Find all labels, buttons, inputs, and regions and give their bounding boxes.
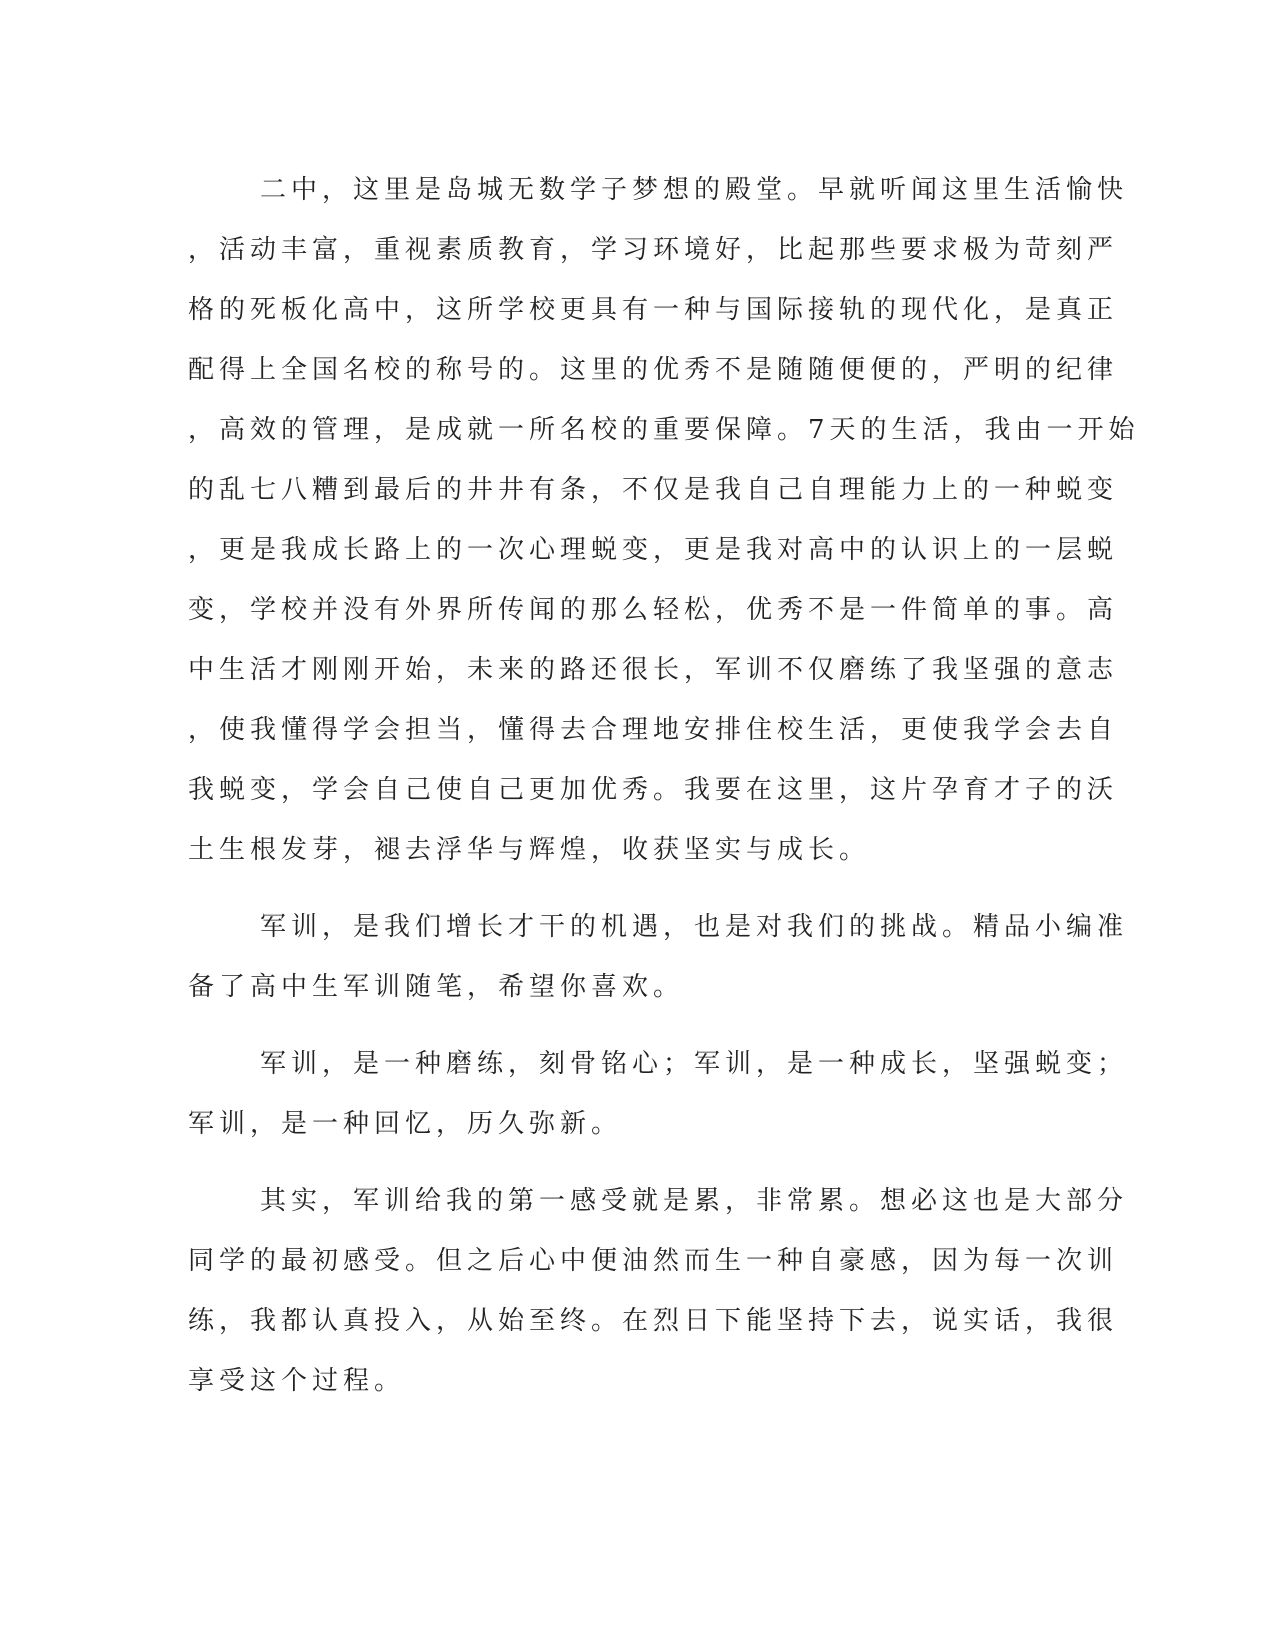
- paragraph-line: 军训，是一种磨练，刻骨铭心；军训，是一种成长，坚强蜕变；: [260, 1049, 1129, 1079]
- paragraph-3: [188, 1034, 1129, 1154]
- paragraph-line: 练，我都认真投入，从始至终。在烈日下能坚持下去，说实话，我很: [188, 1306, 1119, 1336]
- document-body: [188, 160, 1140, 1428]
- paragraph-line: 的乱七八糟到最后的井井有条，不仅是我自己自理能力上的一种蜕变: [188, 475, 1119, 505]
- paragraph-line: 我蜕变，学会自己使自己更加优秀。我要在这里，这片孕育才子的沃: [188, 775, 1119, 805]
- paragraph-line: ，更是我成长路上的一次心理蜕变，更是我对高中的认识上的一层蜕: [188, 535, 1119, 565]
- paragraph-line: 同学的最初感受。但之后心中便油然而生一种自豪感，因为每一次训: [188, 1246, 1119, 1276]
- paragraph-2: [188, 897, 1129, 1017]
- paragraph-line: 变，学校并没有外界所传闻的那么轻松，优秀不是一件简单的事。高: [188, 595, 1119, 625]
- paragraph-4: [188, 1171, 1129, 1411]
- paragraph-line: 备了高中生军训随笔，希望你喜欢。: [188, 972, 685, 1002]
- paragraph-line: 其实，军训给我的第一感受就是累，非常累。想必这也是大部分: [260, 1186, 1129, 1216]
- paragraph-line: ，使我懂得学会担当，懂得去合理地安排住校生活，更使我学会去自: [188, 715, 1119, 745]
- paragraph-line: 配得上全国名校的称号的。这里的优秀不是随随便便的，严明的纪律: [188, 355, 1119, 385]
- paragraph-line: 军训，是一种回忆，历久弥新。: [188, 1109, 623, 1139]
- paragraph-line: 中生活才刚刚开始，未来的路还很长，军训不仅磨练了我坚强的意志: [188, 655, 1119, 685]
- paragraph-line: ，活动丰富，重视素质教育，学习环境好，比起那些要求极为苛刻严: [188, 235, 1119, 265]
- paragraph-line: ，高效的管理，是成就一所名校的重要保障。7天的生活，我由一开始: [188, 415, 1140, 445]
- paragraph-line: 军训，是我们增长才干的机遇，也是对我们的挑战。精品小编准: [260, 912, 1129, 942]
- paragraph-1: [188, 160, 1140, 880]
- paragraph-line: 享受这个过程。: [188, 1366, 406, 1396]
- paragraph-line: 二中，这里是岛城无数学子梦想的殿堂。早就听闻这里生活愉快: [260, 175, 1129, 205]
- paragraph-line: 土生根发芽，褪去浮华与辉煌，收获坚实与成长。: [188, 835, 871, 865]
- paragraph-line: 格的死板化高中，这所学校更具有一种与国际接轨的现代化，是真正: [188, 295, 1119, 325]
